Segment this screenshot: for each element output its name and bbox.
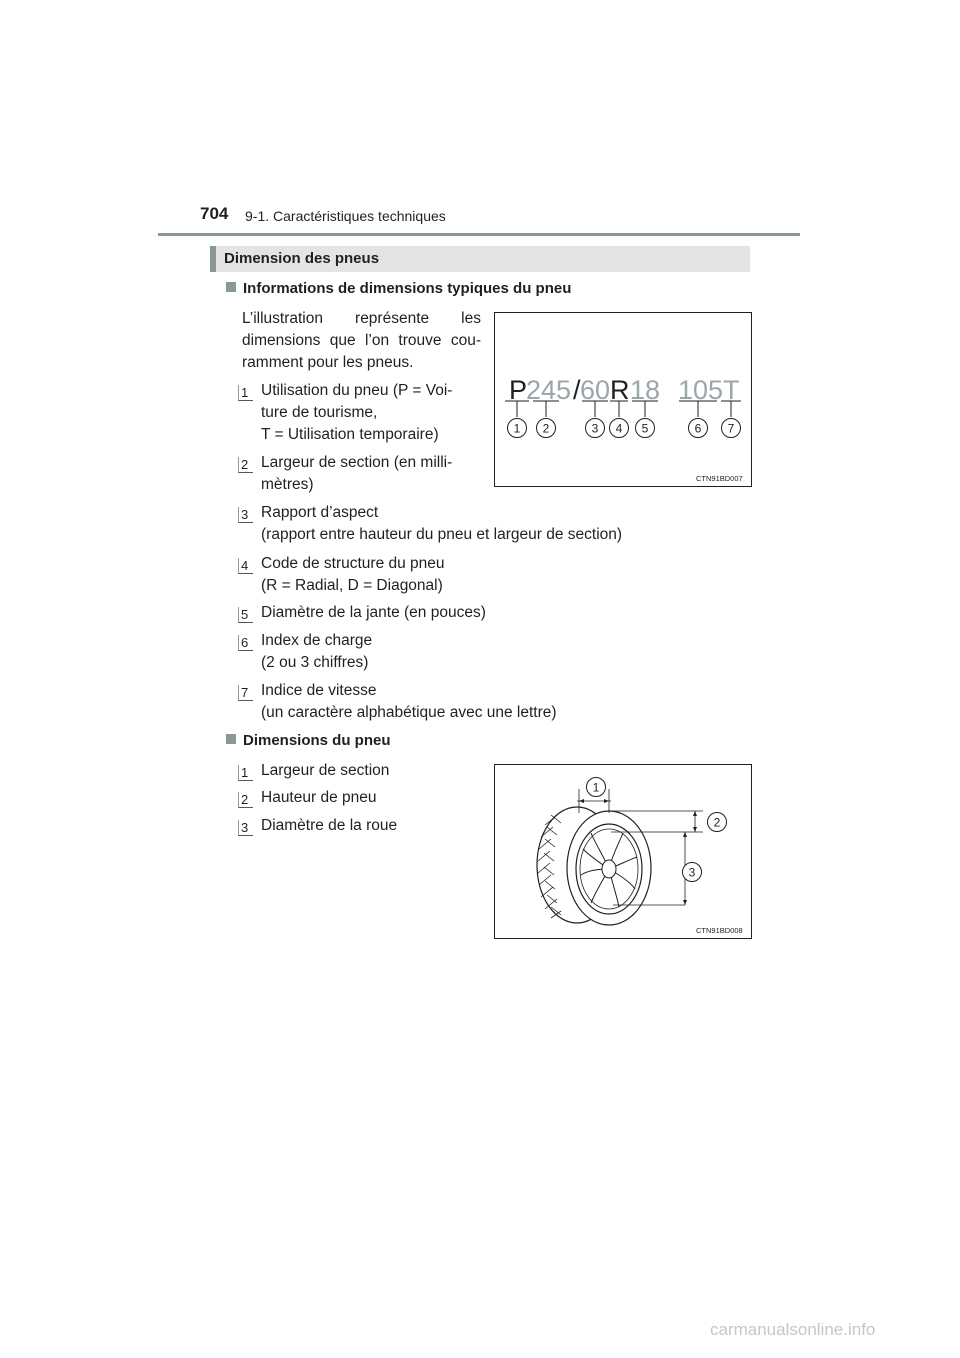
header-divider — [158, 233, 800, 236]
item-line: mètres) — [261, 476, 314, 493]
item-number: 2 — [238, 792, 253, 808]
code-part-slash: / — [573, 375, 581, 405]
code-part-r: R — [610, 375, 630, 405]
item-line: ture de tourisme, — [261, 404, 378, 421]
section-title: Dimension des pneus — [224, 250, 380, 267]
subheading-dimensions-label: Dimensions du pneu — [243, 732, 391, 749]
callout-label: 1 — [513, 421, 521, 436]
tire-code-diagram — [495, 313, 751, 486]
item-number: 2 — [238, 457, 253, 473]
item-line: Index de charge — [261, 632, 373, 649]
item-line: (rapport entre hauteur du pneu et largeur de section) — [261, 526, 623, 543]
callout-label: 5 — [641, 421, 649, 436]
square-bullet-icon — [226, 282, 236, 292]
item-line: Rapport d’aspect — [261, 504, 379, 521]
list-item — [261, 452, 481, 496]
item-number: 3 — [238, 820, 253, 836]
item-number: 5 — [238, 607, 253, 623]
callout-label: 7 — [727, 421, 735, 436]
item-line: Code de structure du pneu — [261, 555, 445, 572]
list-item — [261, 380, 481, 446]
item-line: Diamètre de la jante (en pouces) — [261, 604, 486, 621]
code-part-load-speed: 105T — [678, 375, 740, 405]
callout-label: 4 — [615, 421, 623, 436]
callout-label: 1 — [592, 780, 600, 795]
code-part-p: P — [509, 375, 528, 405]
subheading-dimensions — [226, 732, 391, 749]
intro-paragraph: L’illustration représente les dimensions que l’on trouve cou-ramment pour les pneus. — [242, 310, 481, 371]
item-number: 6 — [238, 635, 253, 651]
callout-label: 3 — [591, 421, 599, 436]
callout-label: 6 — [694, 421, 702, 436]
list-item — [261, 680, 557, 724]
item-line: (2 ou 3 chiffres) — [261, 654, 369, 671]
item-number: 7 — [238, 685, 253, 701]
list-item — [261, 553, 445, 597]
item-line: (R = Radial, D = Diagonal) — [261, 577, 443, 594]
list-item: Hauteur de pneu — [261, 789, 377, 806]
item-line: Largeur de section (en milli- — [261, 454, 453, 471]
code-part-width: 245 — [526, 375, 572, 405]
item-line: T = Utilisation temporaire) — [261, 426, 439, 443]
list-item — [261, 502, 622, 546]
chapter-title: 9-1. Caractéristiques techniques — [245, 208, 446, 224]
item-line: Indice de vitesse — [261, 682, 377, 699]
code-part-rim: 18 — [630, 375, 661, 405]
callout-label: 3 — [688, 865, 696, 880]
list-item — [261, 630, 372, 674]
section-accent — [210, 246, 216, 272]
tire-illustration — [495, 765, 751, 938]
watermark: carmanualsonline.info — [710, 1320, 876, 1339]
list-item: Largeur de section — [261, 762, 390, 779]
tire-code-figure — [494, 312, 752, 487]
figure-id: CTN91BD007 — [696, 474, 743, 483]
item-line: (un caractère alphabétique avec une lettre) — [261, 704, 557, 721]
wheel-hub — [602, 860, 616, 878]
item-number: 3 — [238, 507, 253, 523]
list-item — [261, 602, 486, 624]
tire-dimensions-figure — [494, 764, 752, 939]
square-bullet-icon — [226, 734, 236, 744]
callout-label: 2 — [713, 815, 721, 830]
callout-label: 2 — [542, 421, 550, 436]
item-number: 1 — [238, 385, 253, 401]
item-number: 4 — [238, 558, 253, 574]
list-item: Diamètre de la roue — [261, 817, 398, 834]
subheading-typical — [226, 280, 571, 297]
code-part-ratio: 60 — [580, 375, 611, 405]
figure-id: CTN91BD008 — [696, 926, 743, 935]
page-number: 704 — [200, 204, 229, 223]
item-number: 1 — [238, 765, 253, 781]
subheading-typical-label: Informations de dimensions typiques du pneu — [243, 280, 572, 297]
item-line: Utilisation du pneu (P = Voi- — [261, 382, 453, 399]
section-heading-bar — [210, 246, 750, 272]
